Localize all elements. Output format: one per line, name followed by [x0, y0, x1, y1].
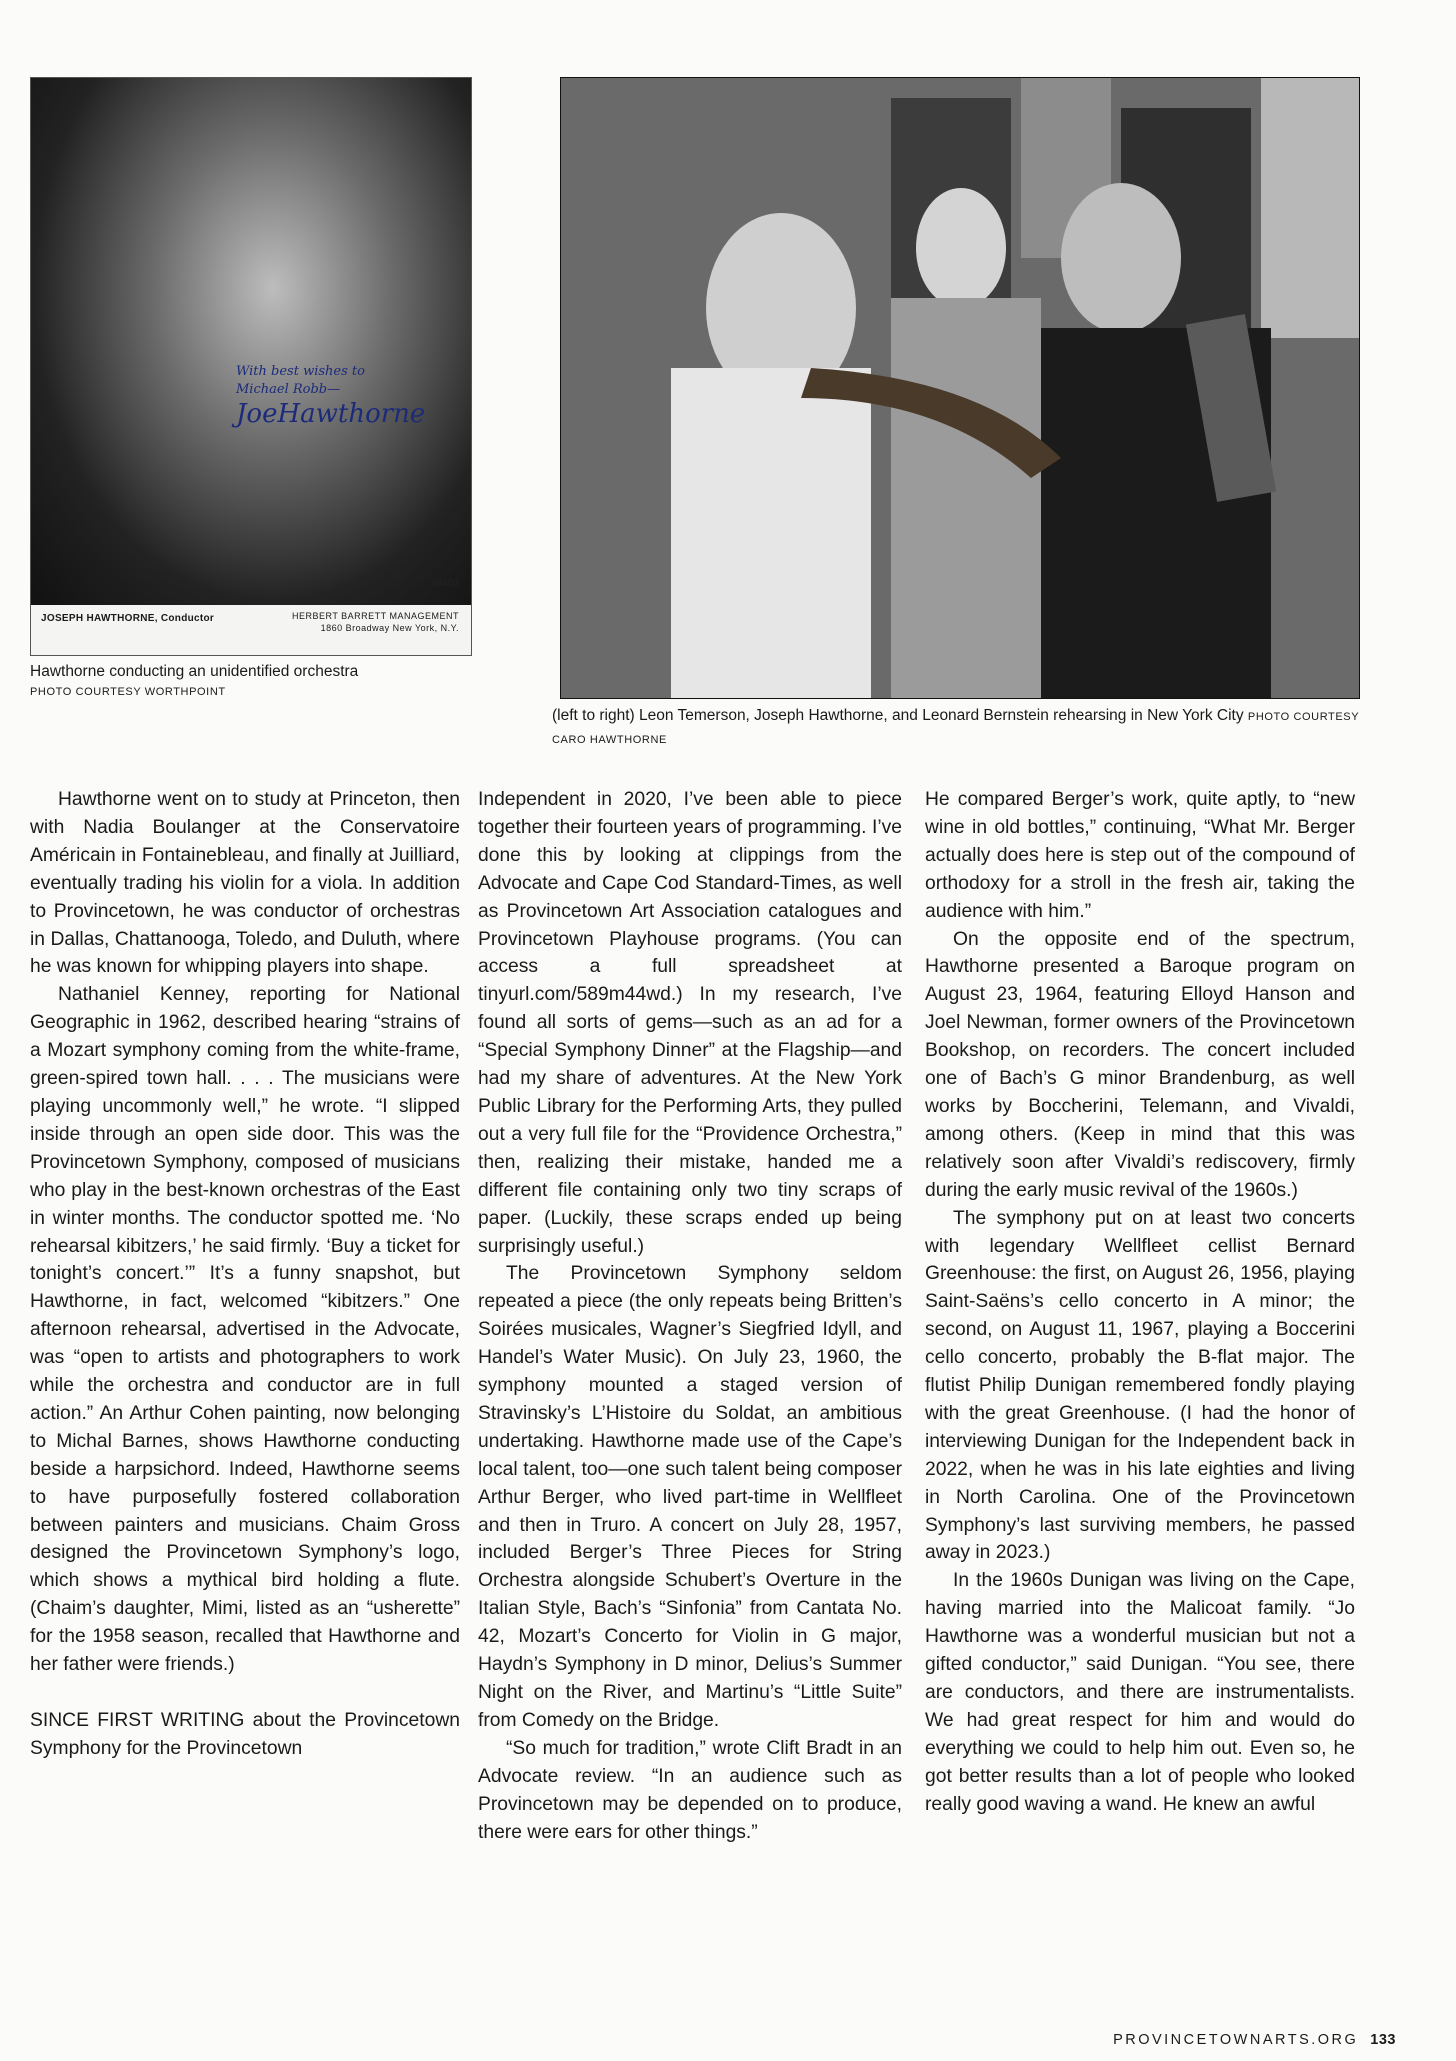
caption-text: (left to right) Leon Temerson, Joseph Hawthorne, and Leonard Bernstein rehearsing in New York City [552, 707, 1244, 724]
paragraph: He compared Berger’s work, quite aptly, to “new wine in old bottles,” continuing, “What Mr. Berger actually does here is step out of the compound of orthodoxy for a stroll in the fresh air, taking the audience with him.” [925, 789, 1355, 922]
conducting-photo-image [31, 78, 471, 605]
photo-label-name: JOSEPH HAWTHORNE, Conductor [41, 613, 215, 624]
article-column-3 [925, 786, 1355, 1819]
article-column-2 [478, 786, 902, 1846]
management-name: HERBERT BARRETT MANAGEMENT [291, 611, 459, 621]
page-footer [1113, 2032, 1396, 2048]
paragraph: Nathaniel Kenney, reporting for National Geographic in 1962, described hearing “strains of a Mozart symphony coming from the white-frame, green-spired town hall. . . . The musicians were playing uncommonly well,” he wrote. “I slipped inside through an open side door. This was the Provincetown Symphony, composed of musicians who play in the best-known orchestras of the East in winter months. The conductor spotted me. ‘No rehearsal kibitzers,’ he said firmly. ‘Buy a ticket for tonight’s concert.’” It’s a funny snapshot, but Hawthorne, in fact, welcomed “kibitzers.” One afternoon rehearsal, advertised in the Advocate, was “open to artists and photographers to work while the orchestra and conductor are in full action.” An Arthur Cohen painting, now belonging to Michal Barnes, shows Hawthorne conducting beside a harpsichord. Indeed, Hawthorne seems to have purposefully fostered collaboration between painters and musicians. Chaim Gross designed the Provincetown Symphony’s logo, which shows a mythical bird holding a flute. (Chaim’s daughter, Mimi, listed as an “usherette” for the 1958 season, recalled that Hawthorne and her father were friends.) [30, 984, 460, 1676]
photo-rehearsal-rooftop [560, 77, 1360, 699]
autograph-inscription [236, 363, 446, 438]
autograph-line: Michael Robb— [236, 382, 341, 397]
rehearsal-photo-image [561, 78, 1359, 698]
paragraph: In the 1960s Dunigan was living on the Cape, having married into the Malicoat family. “Jo Hawthorne was a wonderful musician but not a gifted conductor,” said Dunigan. “You see, there are conductors, and there are instrumentalists. We had great respect for him and would do everything we could to help him out. Even so, he got better results than a lot of people who looked really good waving a wand. He knew an awful [925, 1570, 1355, 1815]
footer-site: PROVINCETOWNARTS.ORG [1113, 2032, 1359, 2048]
photo-credit: PHOTO COURTESY WORTHPOINT [30, 686, 226, 698]
paragraph: Independent in 2020, I’ve been able to piece together their fourteen years of programming. I’ve done this by looking at clippings from the Advocate and Cape Cod Standard-Times, as well as Provincetown Art Association catalogues and Provincetown Playhouse programs. (You can access a full spreadsheet at tinyurl.com/589m44wd.) In my research, I’ve found all sorts of gems—such as an ad for a “Special Symphony Dinner” at the Flagship—and had my share of adventures. At the New York Public Library for the Performing Arts, they pulled out a very full file for the “Providence Orchestra,” then, realizing their mistake, handed me a different file containing only two tiny scraps of paper. (Luckily, these scraps ended up being surprisingly useful.) [478, 789, 902, 1257]
photo-credit: PHOTO COURTESY CARO HAWTHORNE [552, 711, 1359, 746]
photo2-caption [552, 705, 1362, 751]
caption-text: Hawthorne conducting an unidentified orchestra [30, 663, 359, 680]
section-lead-paragraph: SINCE FIRST WRITING about the Provincetown Symphony for the Provincetown [30, 1710, 460, 1759]
paragraph: On the opposite end of the spectrum, Hawthorne presented a Baroque program on August 23, 1964, featuring Elloyd Hanson and Joel Newman, former owners of the Provincetown Bookshop, on recorders. The concert included one of Bach’s G minor Brandenburg, as well works by Boccherini, Telemann, and Vivaldi, among others. (Keep in mind that this was relatively soon after Vivaldi’s rediscovery, firmly during the early music revival of the 1960s.) [925, 928, 1355, 1201]
photo-hawthorne-conducting [30, 77, 472, 656]
page-number: 133 [1370, 2032, 1396, 2048]
autograph-line: With best wishes to [236, 364, 365, 379]
photo-number: 48403 [431, 578, 459, 589]
paragraph: “So much for tradition,” wrote Clift Bradt in an Advocate review. “In an audience such as Provincetown may be depended on to produce, there were ears for other things.” [478, 1737, 902, 1843]
paragraph: The Provincetown Symphony seldom repeated a piece (the only repeats being Britten’s Soirées musicales, Wagner’s Siegfried Idyll, and Handel’s Water Music). On July 23, 1960, the symphony mounted a staged version of Stravinsky’s L’Histoire du Soldat, an ambitious undertaking. Hawthorne made use of the Cape’s local talent, too—one such talent being composer Arthur Berger, who lived part-time in Wellfleet and then in Truro. A concert on July 28, 1957, included Berger’s Three Pieces for String Orchestra alongside Schubert’s Overture in the Italian Style, Bach’s “Sinfonia” from Cantata No. 42, Mozart’s Concerto for Violin in G major, Haydn’s Symphony in D minor, Delius’s Summer Night on the River, and Martinu’s “Little Suite” from Comedy on the Bridge. [478, 1263, 902, 1731]
autograph-signature: JoeHawthorne [236, 399, 426, 429]
photo-label-management [292, 610, 459, 634]
paragraph: Hawthorne went on to study at Princeton, then with Nadia Boulanger at the Conservatoire Américain in Fontainebleau, and finally at Juilliard, eventually trading his violin for a viola. In addition to Provincetown, he was conductor of orchestras in Dallas, Chattanooga, Toledo, and Duluth, where he was known for whipping players into shape. [30, 789, 460, 978]
management-address: 1860 Broadway New York, N.Y. [320, 623, 459, 633]
photo1-caption [30, 661, 460, 703]
article-column-1 [30, 786, 460, 1763]
paragraph: The symphony put on at least two concerts with legendary Wellfleet cellist Bernard Greenhouse: the first, on August 26, 1956, playing Saint-Saëns’s cello concerto in A minor; the second, on August 11, 1967, playing a Boccerini cello concerto, probably the B-flat major. The flutist Philip Dunigan remembered fondly playing with the great Greenhouse. (I had the honor of interviewing Dunigan for the Independent back in 2022, when he was in his late eighties and living in North Carolina. One of the Provincetown Symphony’s last surviving members, he passed away in 2023.) [925, 1207, 1355, 1564]
